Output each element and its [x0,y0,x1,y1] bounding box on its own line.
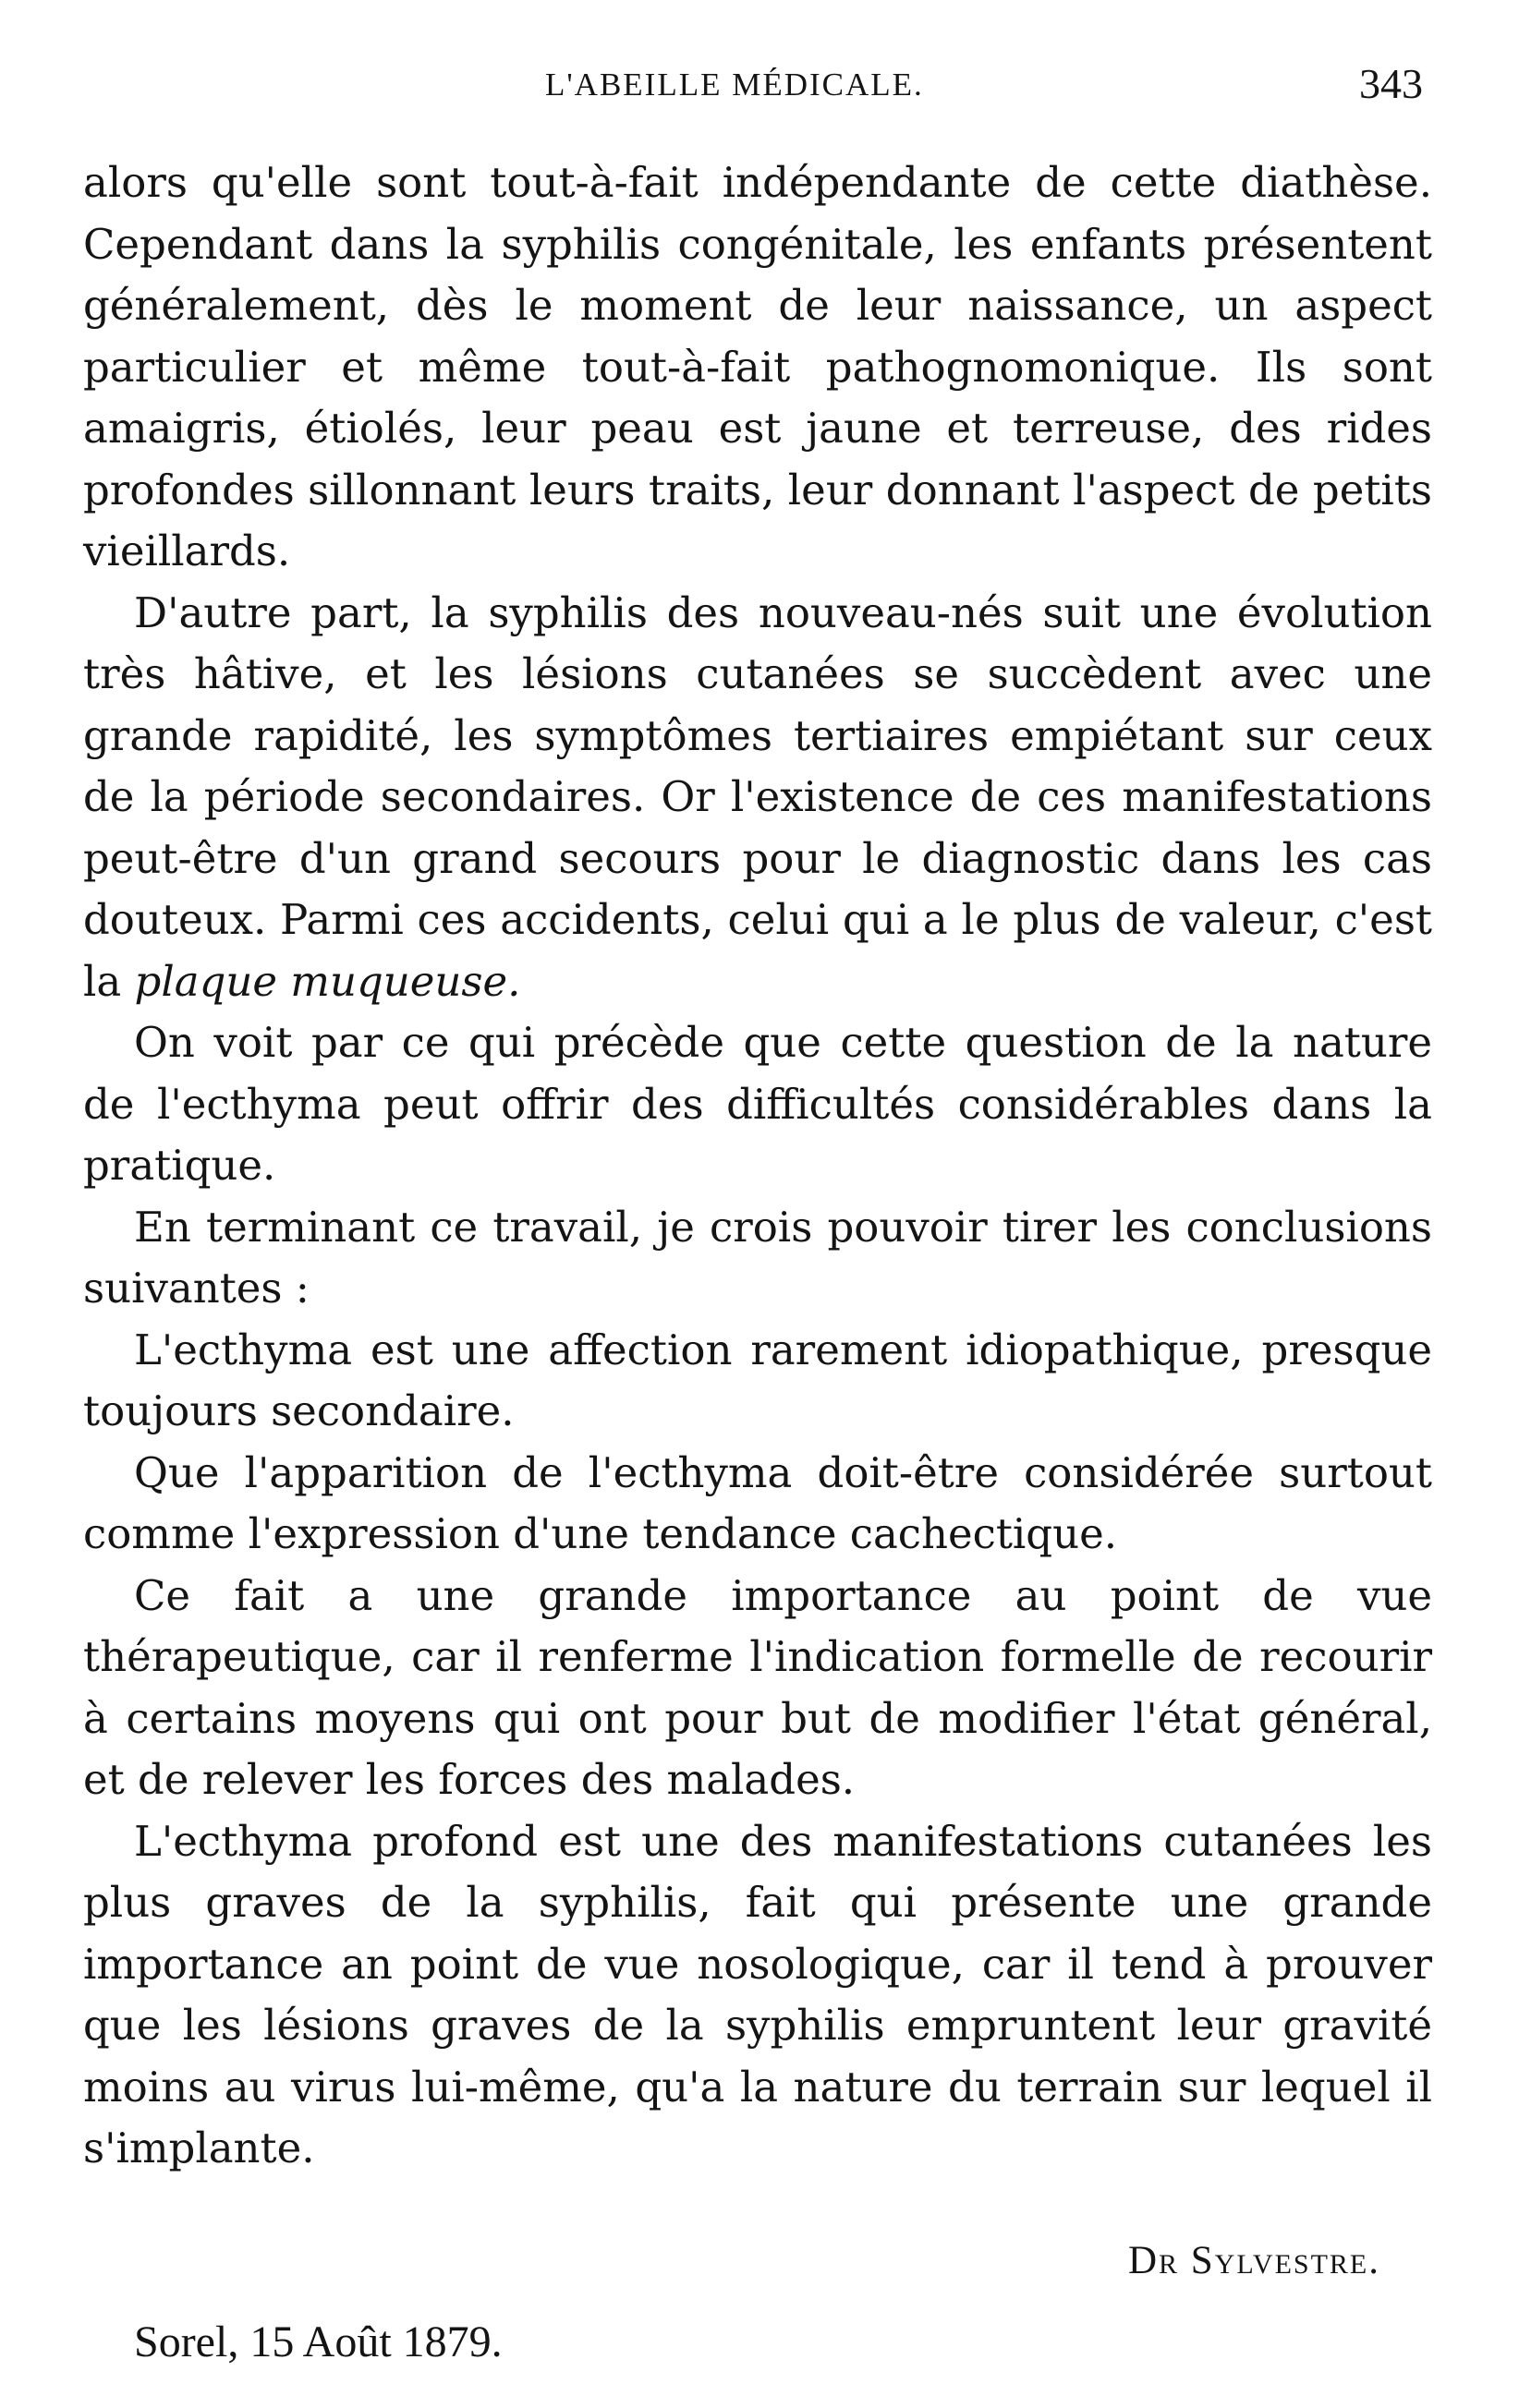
article-body [83,152,1432,2180]
paragraph: L'ecthyma est une affection rarement idiopathique, presque toujours secondaire. [83,1325,1432,1435]
paragraph [83,583,1432,1013]
page-header [83,59,1432,115]
emphasis-text: plaque muqueuse. [134,956,521,1006]
paragraph: Que l'apparition de l'ecthyma doit-être considérée surtout comme l'expression d'une tendance cachectique. [83,1447,1432,1558]
paragraph: On voit par ce qui précède que cette question de la nature de l'ecthyma peut offrir des difficultés considérables dans la pratique. [83,1018,1432,1190]
paragraph: Ce fait a une grande importance au point de vue thérapeutique, car il renferme l'indication formelle de recourir à certains moyens qui ont pour but de modifier l'état général, et de relever les forces des malades. [83,1570,1432,1804]
dateline: Sorel, 15 Août 1879. [134,2317,503,2366]
paragraph: En terminant ce travail, je crois pouvoir tirer les conclusions suivantes : [83,1202,1432,1313]
running-title: L'ABEILLE MÉDICALE. [545,67,924,103]
paragraph: alors qu'elle sont tout-à-fait indépendante de cette diathèse. Cependant dans la syphilis congénitale, les enfants présentent généralement, dès le moment de leur naissance, un aspect particulier et même tout-à-fait pathognomonique. Ils sont amaigris, étiolés, leur peau est jaune et terreuse, des rides profondes sillonnant leurs traits, leur donnant l'aspect de petits vieillards. [83,158,1432,575]
page-number: 343 [1359,60,1423,107]
paragraph: L'ecthyma profond est une des manifestations cutanées les plus graves de la syphilis, fait qui présente une grande importance an point de vue nosologique, car il tend à prouver que les lésions graves de la syphilis empruntent leur gravité moins au virus lui-même, qu'a la nature du terrain sur lequel il s'implante. [83,1816,1432,2172]
paragraph-text: D'autre part, la syphilis des nouveau-nés suit une évolution très hâtive, et les lésions cutanées se succèdent avec une grande rapidité, les symptômes tertiaires empiétant sur ceux de la période secondaires. Or l'existence de ces manifestations peut-être d'un grand secours pour le diagnostic dans les cas douteux. Parmi ces accidents, celui qui a le plus de valeur, c'est la [83,587,1432,1006]
author-signature: Dr Sylvestre. [1127,2239,1380,2282]
